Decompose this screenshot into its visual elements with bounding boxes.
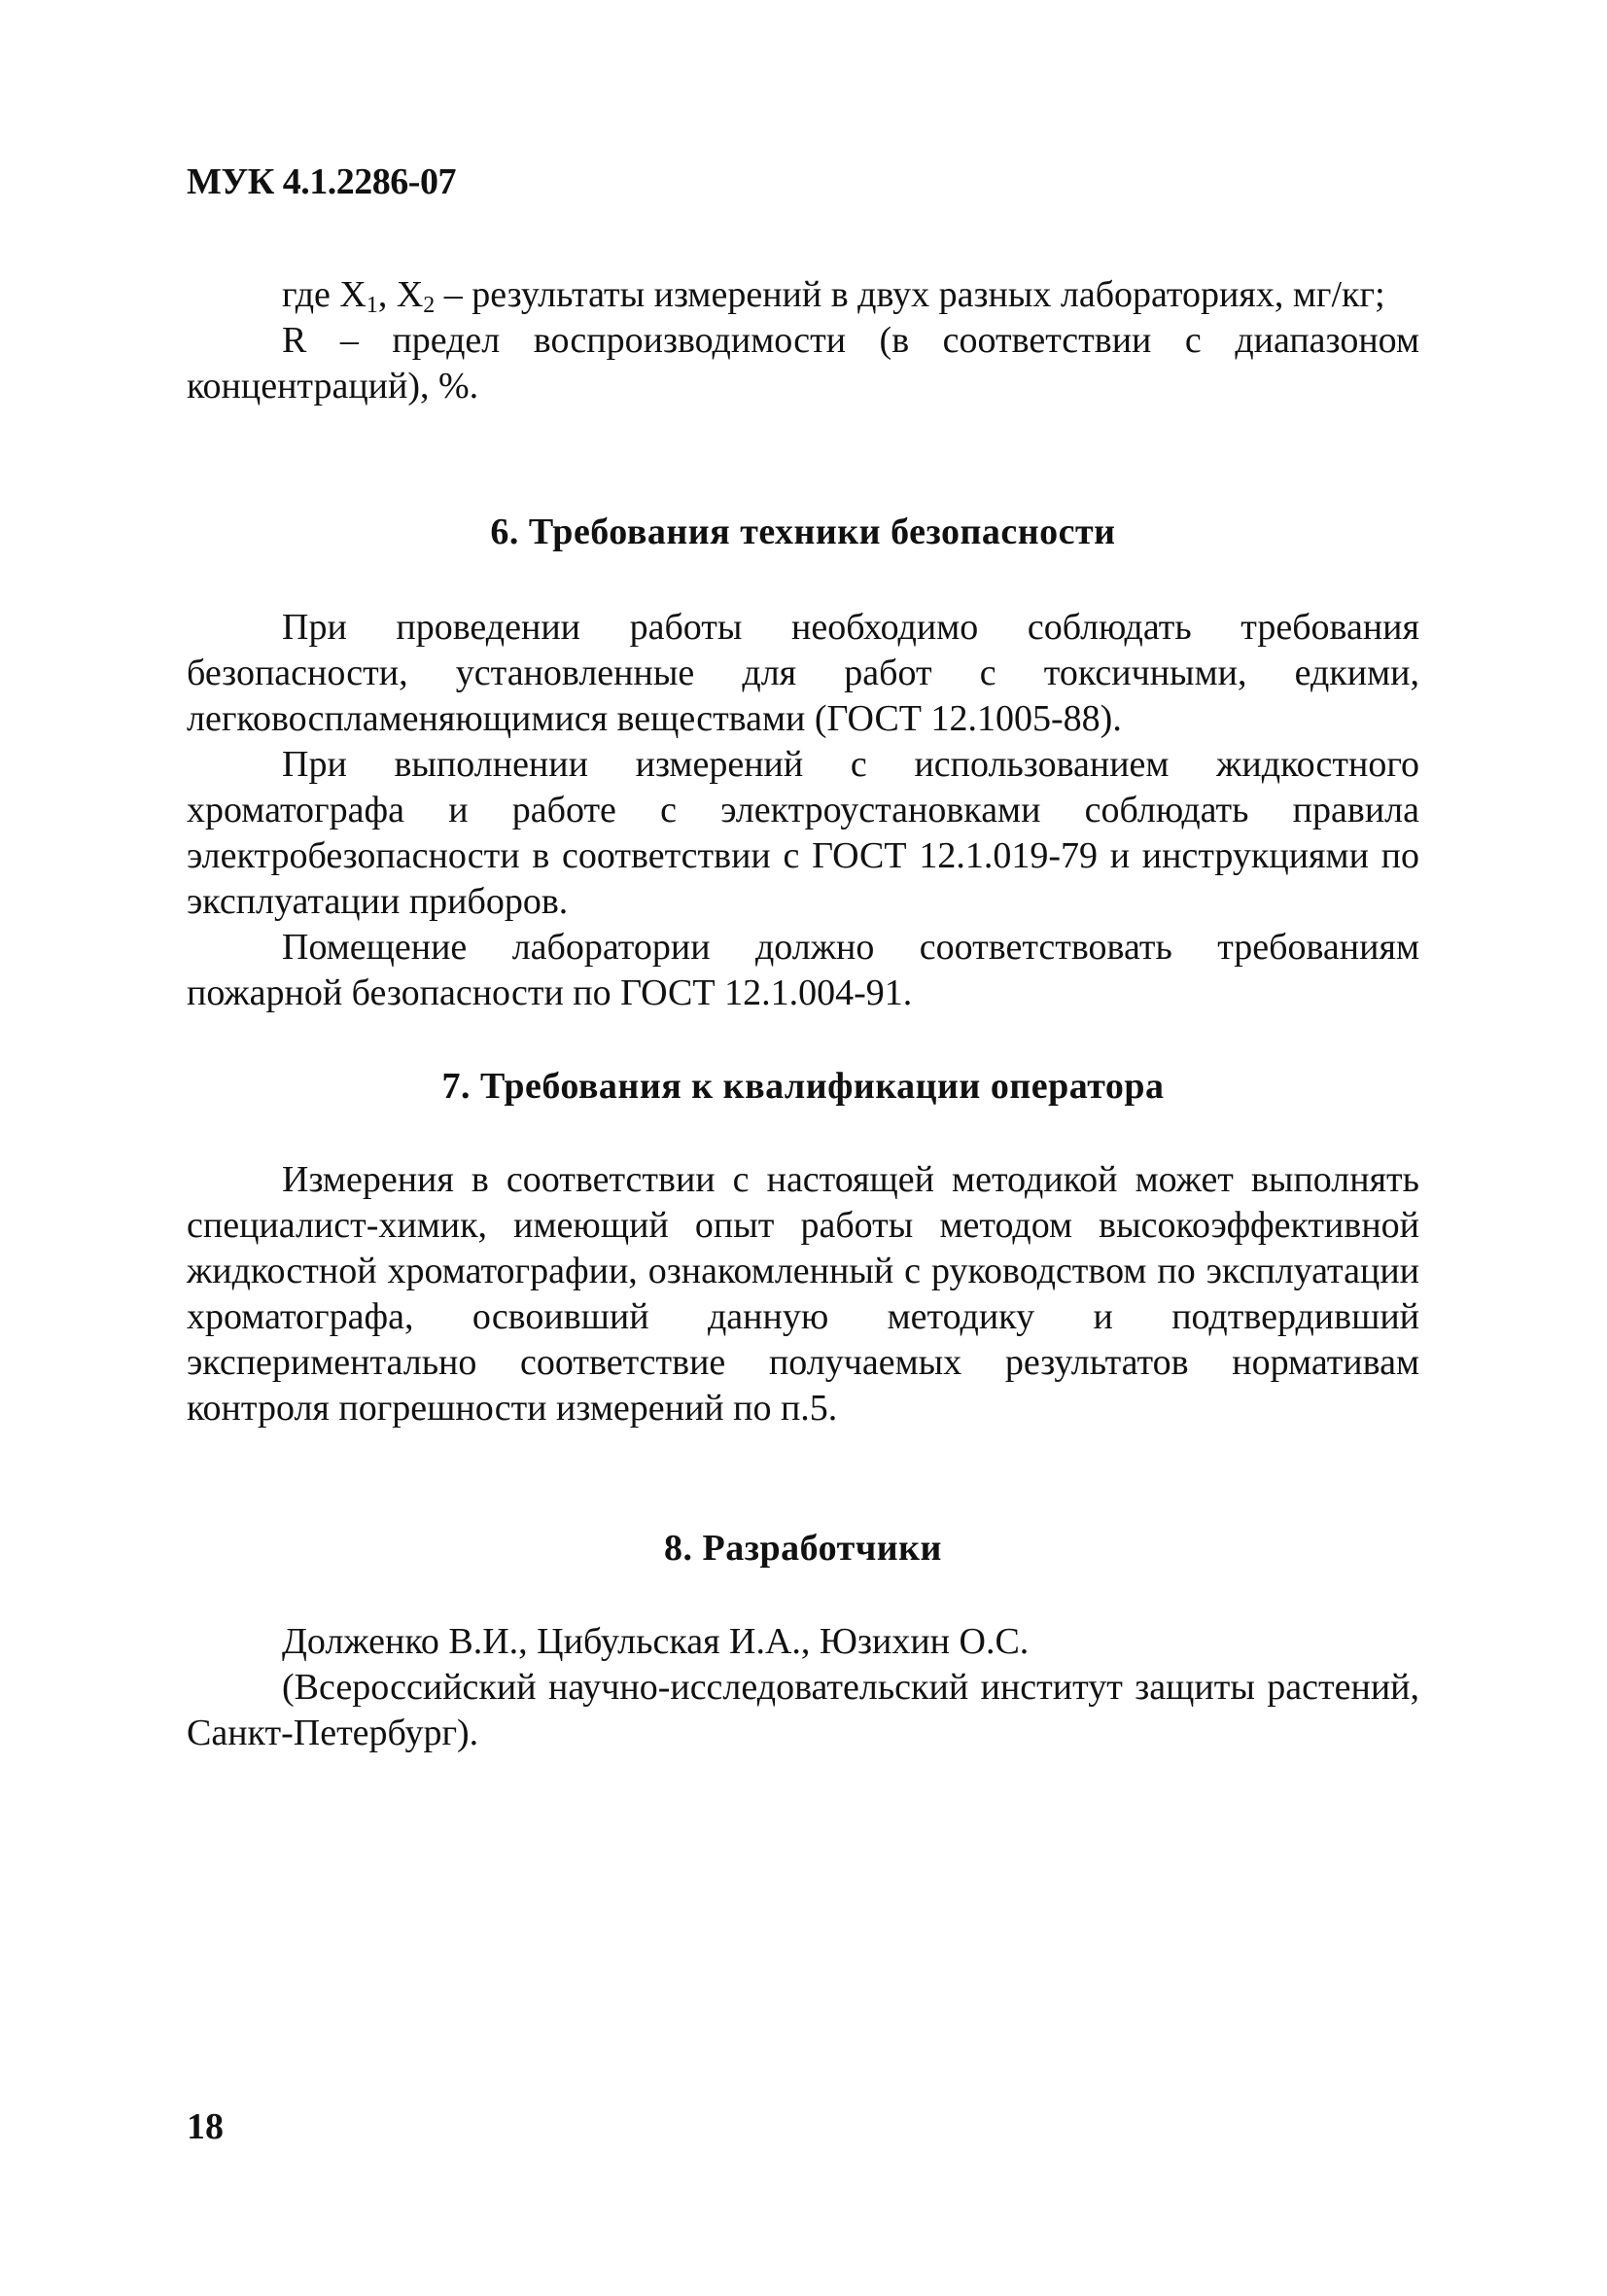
where-prefix: где X [282,274,367,315]
section-7-body [187,1157,1419,1431]
where-sep: , X [377,274,424,315]
page-number: 18 [187,2106,224,2147]
where-definition [187,272,1419,318]
authors: Долженко В.И., Цибульская И.А., Юзихин О.С. [282,1621,1030,1662]
intro-block [187,272,1419,409]
institute: (Всероссийский научно-исследовательский институт защиты растений, Санкт-Петербург). [187,1667,1419,1753]
section-7-title: 7. Требования к квалификации оператора [441,1066,1165,1107]
document-code-header: МУК 4.1.2286-07 [187,161,456,202]
section-6-paragraph: При проведении работы необходимо соблюдать требования безопасности, установленные для работ с токсичными, едкими, легковоспламеняющимися веществами (ГОСТ 12.1005-88). [187,607,1419,739]
section-6-body [187,605,1419,1016]
r-definition: R – предел воспроизводимости (в соответствии с диапазоном концентраций), %. [187,320,1419,406]
section-6-title: 6. Требования техники безопасности [490,512,1116,552]
subscript-2: 2 [423,293,436,318]
section-8-title: 8. Разработчики [664,1528,942,1569]
subscript-1: 1 [366,293,378,318]
section-6-paragraph: При выполнении измерений с использованием жидкостного хроматографа и работе с электроустановками соблюдать правила электробезопасности в соответствии с ГОСТ 12.1.019-79 и инструкциями по эксплуатации приборов. [187,744,1419,922]
section-6-paragraph: Помещение лаборатории должно соответствовать требованиям пожарной безопасности по ГОСТ 12.1.004-91. [187,927,1419,1013]
section-8-body [187,1619,1419,1756]
where-rest: – результаты измерений в двух разных лабораториях, мг/кг; [435,274,1385,315]
section-7-paragraph: Измерения в соответствии с настоящей методикой может выполнять специалист-химик, имеющий опыт работы методом высокоэффективной жидкостной хроматографии, ознакомленный с руководством по эксплуатации хроматографа, освоивший данную методику и подтвердивший экспериментально соответствие получаемых результатов нормативам контроля погрешности измерений по п.5. [187,1159,1419,1429]
